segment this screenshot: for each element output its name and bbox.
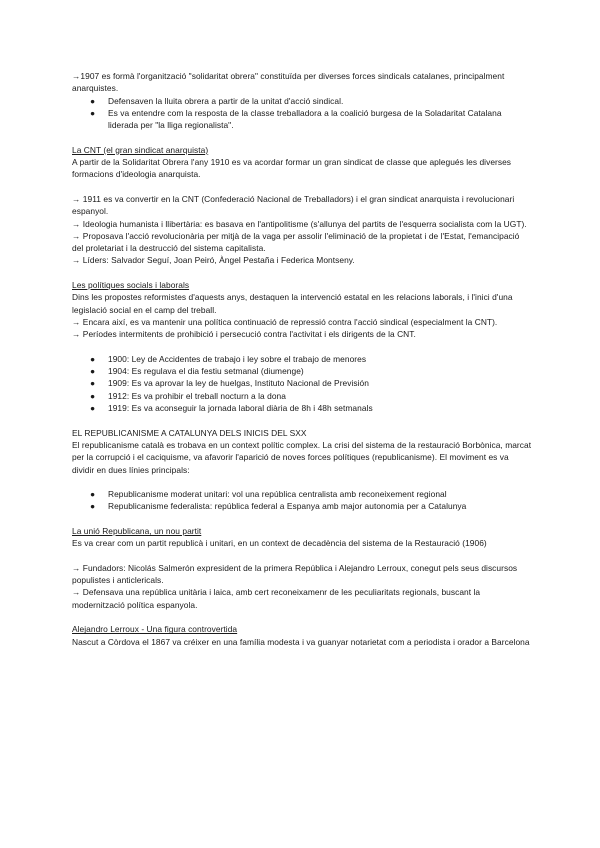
- bullet-icon: ●: [90, 366, 96, 377]
- bullet-icon: ●: [90, 489, 96, 500]
- cnt-line: → 1911 es va convertir en la CNT (Confederació Nacional de Treballadors) i el gran sindicat anarquista i revolucionari espanyol.: [72, 193, 515, 217]
- unio-paragraph: Es va crear com un partit republicà i unitari, en un context de decadència del sistema de la Restauració (1906): [72, 538, 487, 549]
- lerroux-paragraph: Nascut a Còrdova el 1867 va créixer en una família modesta i va guanyar notarietat com a periodista i orador a Barcelona: [72, 636, 530, 647]
- section-heading-cnt: La CNT (el gran sindicat anarquista): [72, 144, 209, 155]
- list-item: ● 1909: Es va aprovar la ley de huelgas, Instituto Nacional de Previsión: [90, 378, 369, 389]
- bullet-icon: ●: [90, 390, 96, 401]
- republicanisme-paragraph: El republicanisme català es trobava en un context polític complex. La crisi del sistema de la restauració Borbònica, marcat per la corrupció i el caciquisme, va afavorir l'aparició de noves forces polítiques (republicanisme). El moviment es va dividir en dues línies principals:: [72, 439, 532, 475]
- list-item: ● 1904: Es regulava el dia festiu setmanal (diumenge): [90, 366, 304, 377]
- unio-line: → Fundadors: Nicolás Salmerón expresident de la primera República i Alejandro Lerroux, conegut pels seus discursos populistes i anticlericals.: [72, 562, 518, 586]
- politiques-line: → Encara així, es va mantenir una política continuació de repressió contra l'acció sindical (especialment la CNT).: [72, 316, 498, 327]
- section-heading-politiques: Les polítiques socials i laborals: [72, 280, 190, 291]
- intro-bullet-list: [72, 95, 532, 132]
- bullet-icon: ●: [90, 353, 96, 364]
- cnt-line: → Proposava l'acció revolucionària per mitjà de la vaga per assolir l'eliminació de la propietat i de l'Estat, l'emancipació del proletariat i la destrucció del sistema capitalista.: [72, 230, 520, 254]
- cnt-paragraph: A partir de la Solidaritat Obrera l'any 1910 es va acordar formar un gran sindicat de classe que aplegués les diverses formacions d'ideologia anarquista.: [72, 157, 512, 180]
- bullet-icon: ●: [90, 403, 96, 414]
- section-heading-lerroux: Alejandro Lerroux - Una figura controvertida: [72, 624, 238, 635]
- cnt-line: → Líders: Salvador Seguí, Joan Peiró, Àngel Pestaña i Federica Montseny.: [72, 255, 355, 266]
- republicanisme-bullet-list: [72, 488, 532, 513]
- politiques-paragraph: Dins les propostes reformistes d'aquests anys, destaquen la intervenció estatal en les relacions laborals, i l'inici d'una legislació social en el camp del treball.: [72, 292, 513, 315]
- section-heading-unio: La unió Republicana, un nou partit: [72, 525, 202, 536]
- cnt-line: → Ideologia humanista i llibertària: es basava en l'antipolitisme (s'allunya del partits de l'esquerra socialista com la UGT).: [72, 218, 527, 229]
- bullet-icon: ●: [90, 501, 96, 512]
- list-item: ● 1912: Es va prohibir el treball nocturn a la dona: [90, 390, 286, 401]
- bullet-icon: ●: [90, 95, 96, 106]
- document-body: [72, 70, 532, 648]
- intro-paragraph: →1907 es formà l'organització "solidaritat obrera" constituïda per diverses forces sindicals catalanes, principalment anarquistes.: [72, 71, 505, 94]
- list-item: ● Republicanisme federalista: república federal a Espanya amb major autonomia per a Catalunya: [90, 501, 467, 512]
- list-item: ● Republicanisme moderat unitari: vol una república centralista amb reconeixement regional: [90, 489, 447, 500]
- list-item: ● Defensaven la lluita obrera a partir de la unitat d'acció sindical.: [90, 95, 344, 106]
- list-item: ● 1919: Es va aconseguir la jornada laboral diària de 8h i 48h setmanals: [90, 403, 373, 414]
- unio-line: → Defensava una república unitària i laica, amb cert reconeixamenr de les peculiaritats regionals, buscant la modernització política espanyola.: [72, 587, 481, 610]
- bullet-icon: ●: [90, 378, 96, 389]
- bullet-icon: ●: [90, 107, 96, 118]
- list-item: ● Es va entendre com la resposta de la classe treballadora a la coalició burgesa de la Soladaritat Catalana liderada per "la lliga regionalista".: [90, 107, 502, 131]
- section-heading-republicanisme: EL REPUBLICANISME A CATALUNYA DELS INICIS DEL SXX: [72, 427, 307, 438]
- list-item: ● 1900: Ley de Accidentes de trabajo i ley sobre el trabajo de menores: [90, 353, 367, 364]
- politiques-bullet-list: [72, 353, 532, 414]
- politiques-line: → Períodes intermitents de prohibició i persecució contra l'activitat i els dirigents de la CNT.: [72, 329, 416, 340]
